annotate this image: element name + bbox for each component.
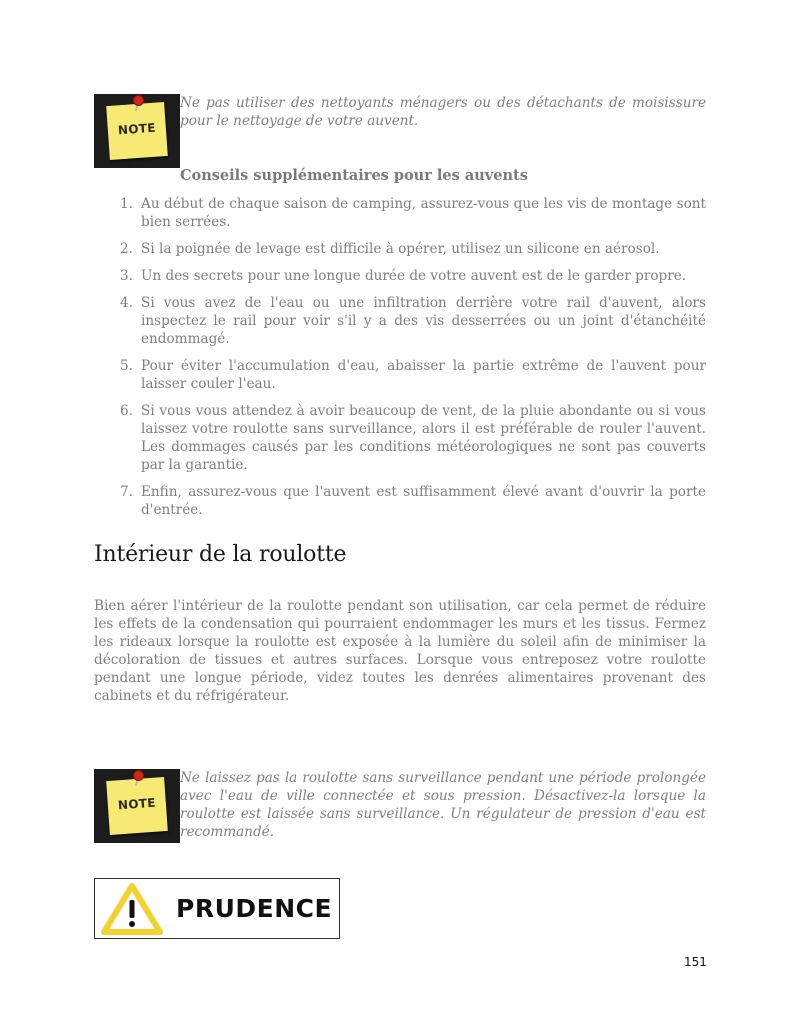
list-item-text: Si vous vous attendez à avoir beaucoup de vent, de la pluie abondante ou si vous laissez votre roulotte sans surveillance, alors il est préférable de rouler l'auvent. Les dommages causés par les conditions météorologiques ne sont pas couverts par la garantie. bbox=[141, 403, 706, 473]
list-item-number: 1. bbox=[120, 196, 133, 212]
list-item-text: Un des secrets pour une longue durée de votre auvent est de le garder propre. bbox=[141, 268, 687, 284]
list-item bbox=[117, 402, 706, 474]
list-item-number: 6. bbox=[120, 403, 133, 419]
list-item bbox=[117, 267, 706, 285]
list-item-number: 5. bbox=[120, 358, 133, 374]
caution-label: PRUDENCE bbox=[176, 894, 333, 923]
pushpin-icon bbox=[134, 771, 143, 780]
list-item bbox=[117, 294, 706, 348]
list-item-text: Si vous avez de l'eau ou une infiltration derrière votre rail d'auvent, alors inspectez le rail pour voir s'il y a des vis desserrées ou un joint d'étanchéité endommagé. bbox=[141, 295, 706, 347]
list-item-text: Pour éviter l'accumulation d'eau, abaisser la partie extrême de l'auvent pour laisser couler l'eau. bbox=[141, 358, 706, 392]
section-paragraph: Bien aérer l'intérieur de la roulotte pendant son utilisation, car cela permet de réduire les effets de la condensation qui pourraient endommager les murs et les tissus. Fermez les rideaux lorsque la roulotte est exposée à la lumière du soleil afin de minimiser la décoloration de tissues et autres surfaces. Lorsque vous entreposez votre roulotte pendant une longue période, videz toutes les denrées alimentaires provenant des cabinets et du réfrigérateur. bbox=[94, 598, 706, 704]
note-icon bbox=[94, 94, 180, 168]
list-item-text: Si la poignée de levage est difficile à opérer, utilisez un silicone en aérosol. bbox=[141, 241, 660, 257]
page-number: 151 bbox=[684, 955, 707, 969]
list-item bbox=[117, 483, 706, 519]
tips-heading: Conseils supplémentaires pour les auvents bbox=[180, 167, 528, 184]
pushpin-icon bbox=[134, 96, 143, 105]
note-icon-label: NOTE bbox=[117, 120, 157, 138]
list-item-number: 7. bbox=[120, 484, 133, 500]
list-item-text: Au début de chaque saison de camping, assurez-vous que les vis de montage sont bien serrées. bbox=[141, 196, 706, 230]
caution-box bbox=[94, 878, 340, 939]
warning-triangle-icon bbox=[100, 882, 164, 936]
list-item-text: Enfin, assurez-vous que l'auvent est suffisamment élevé avant d'ouvrir la porte d'entrée. bbox=[141, 484, 706, 518]
note-icon-label: NOTE bbox=[117, 795, 157, 813]
section-title: Intérieur de la roulotte bbox=[94, 542, 347, 567]
list-item-number: 3. bbox=[120, 268, 133, 284]
list-item-number: 4. bbox=[120, 295, 133, 311]
note-text: Ne laissez pas la roulotte sans surveillance pendant une période prolongée avec l'eau de ville connectée et sous pression. Désactivez-la lorsque la roulotte est laissée sans surveillance. Un régulateur de pression d'eau est recommandé. bbox=[180, 770, 706, 840]
note-text: Ne pas utiliser des nettoyants ménagers ou des détachants de moisissure pour le nettoyage de votre auvent. bbox=[180, 95, 706, 129]
tips-list bbox=[117, 195, 706, 528]
list-item bbox=[117, 357, 706, 393]
list-item-number: 2. bbox=[120, 241, 133, 257]
list-item bbox=[117, 195, 706, 231]
list-item bbox=[117, 240, 706, 258]
note-icon bbox=[94, 769, 180, 843]
